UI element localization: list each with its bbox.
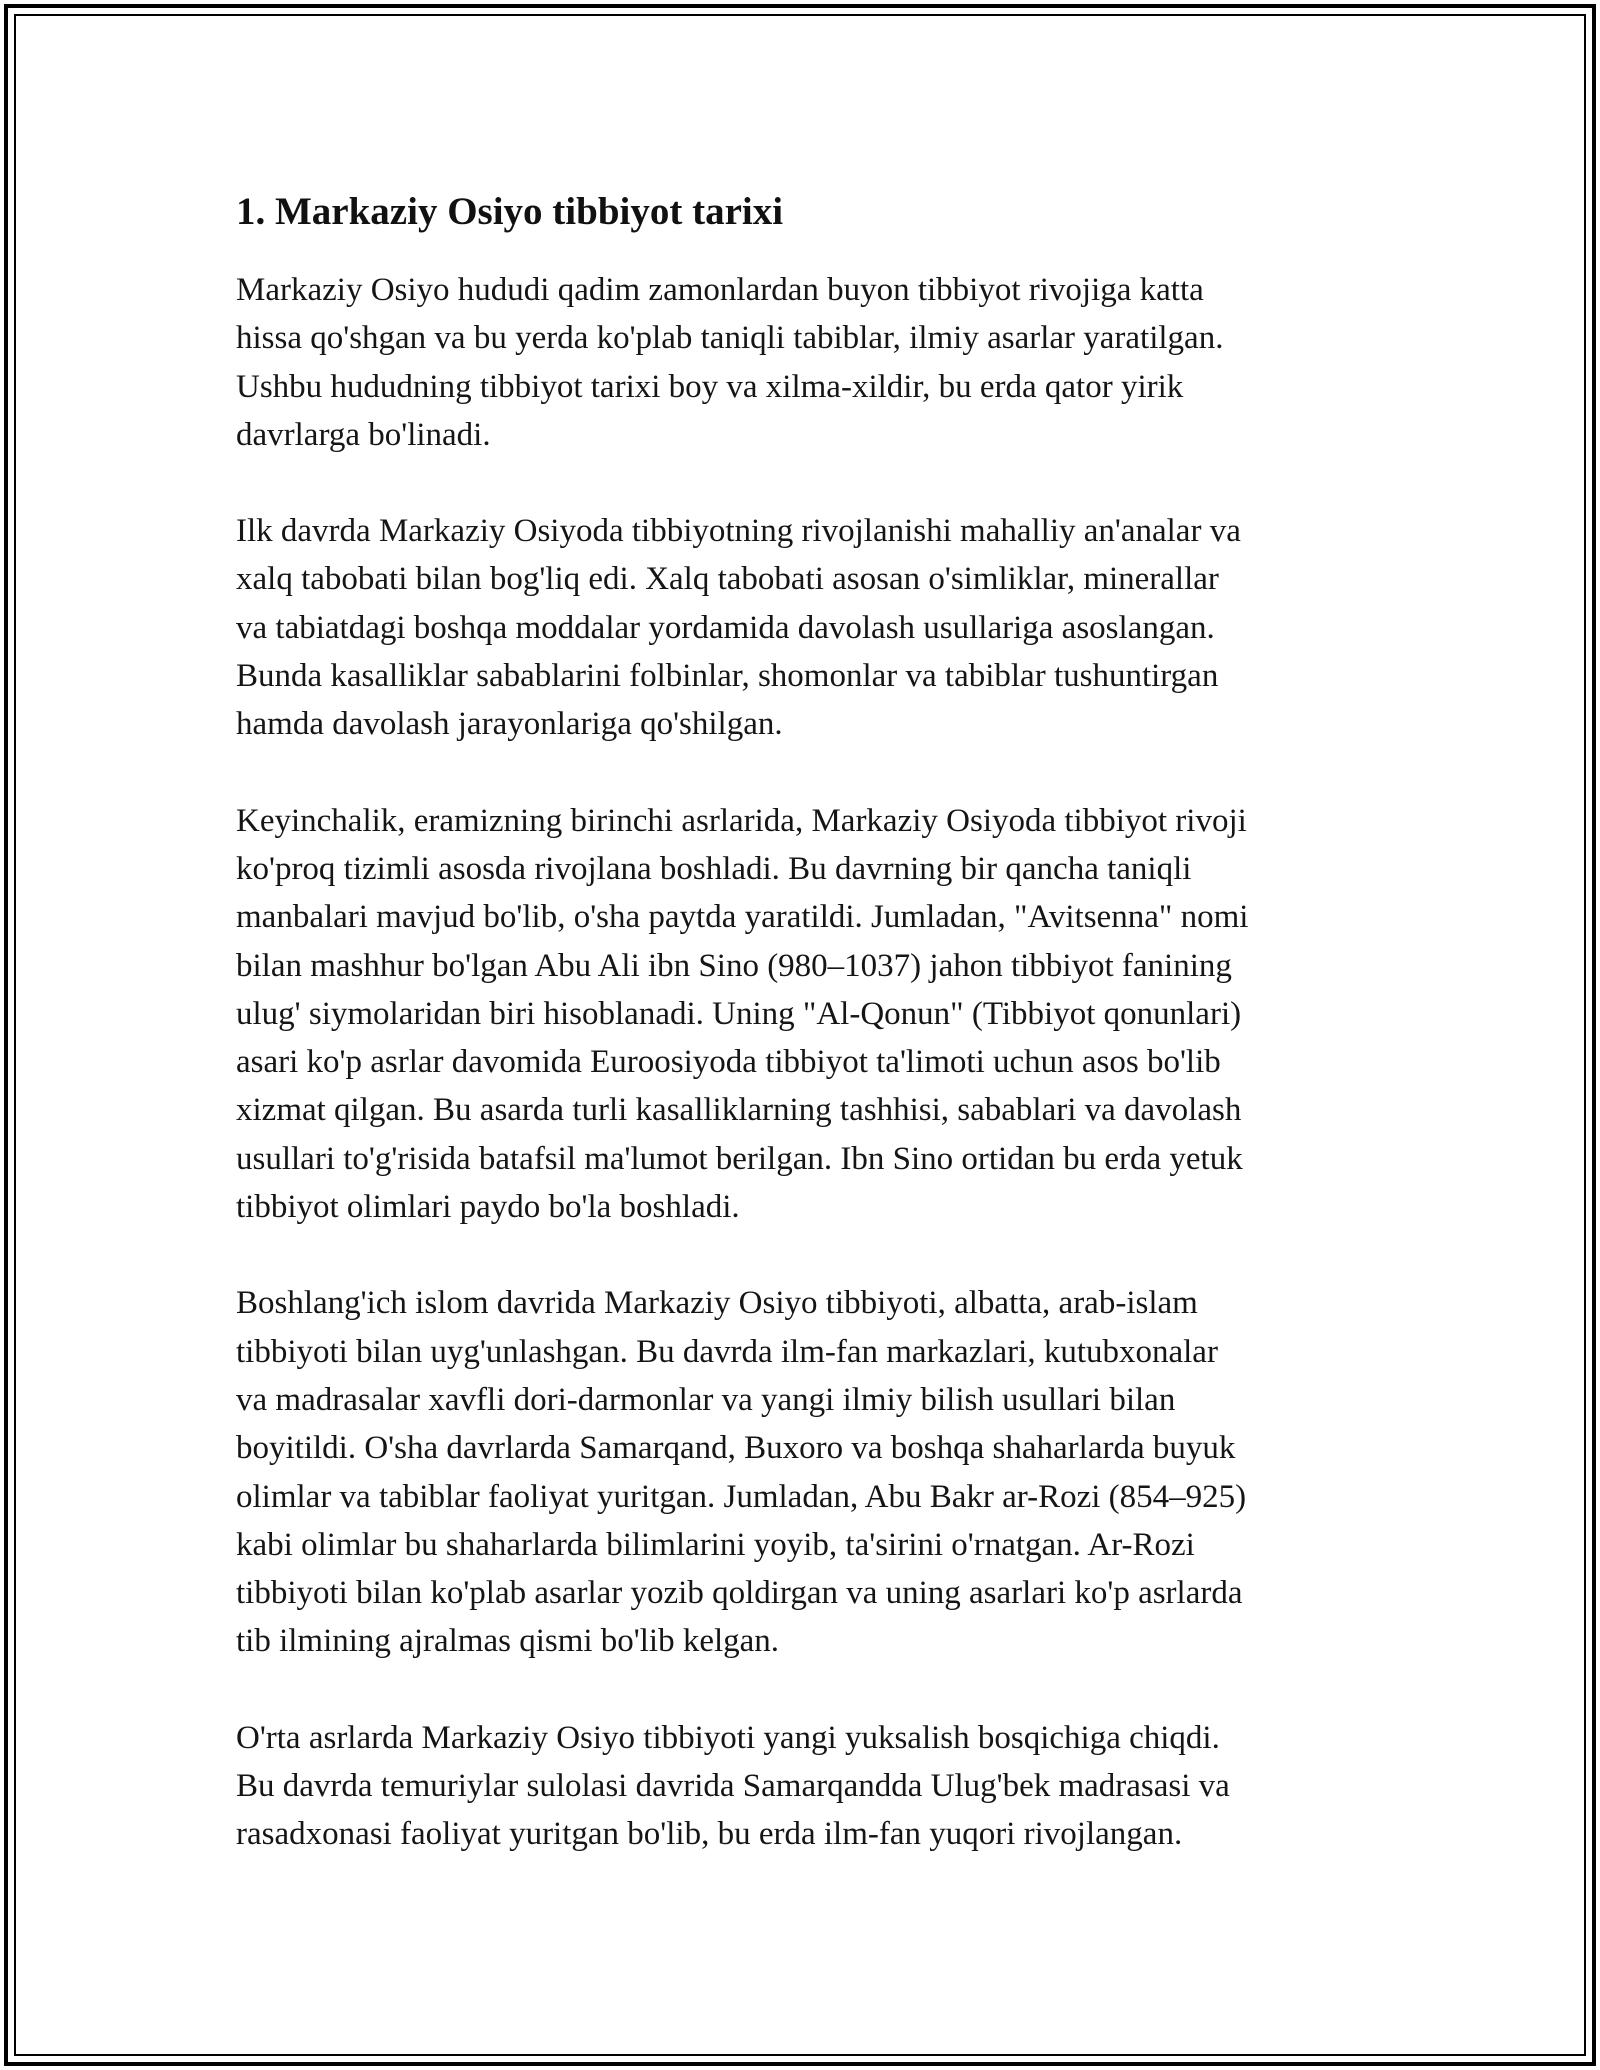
text-line: davrlarga bo'linadi.	[236, 416, 491, 453]
text-line: usullari to'g'risida batafsil ma'lumot berilgan. Ibn Sino ortidan bu erda yetuk	[236, 1140, 1243, 1177]
text-line: xalq tabobati bilan bog'liq edi. Xalq tabobati asosan o'simliklar, minerallar	[236, 561, 1219, 598]
paragraph-5	[236, 1714, 1386, 1859]
text-line: hissa qo'shgan va bu yerda ko'plab taniqli tabiblar, ilmiy asarlar yaratilgan.	[236, 320, 1224, 357]
text-line: Bu davrda temuriylar sulolasi davrida Samarqandda Ulug'bek madrasasi va	[236, 1768, 1230, 1805]
text-line: bilan mashhur bo'lgan Abu Ali ibn Sino (980–1037) jahon tibbiyot fanining	[236, 947, 1232, 984]
paragraph-4	[236, 1279, 1386, 1665]
paragraph-3	[236, 797, 1386, 1232]
text-line: va tabiatdagi boshqa moddalar yordamida davolash usullariga asoslangan.	[236, 609, 1215, 646]
text-line: tib ilmining ajralmas qismi bo'lib kelgan.	[236, 1623, 780, 1660]
document-body	[236, 186, 1386, 1907]
text-line: hamda davolash jarayonlariga qo'shilgan.	[236, 706, 783, 743]
text-line: olimlar va tabiblar faoliyat yuritgan. Jumladan, Abu Bakr ar-Rozi (854–925)	[236, 1478, 1247, 1515]
text-line: va madrasalar xavfli dori-darmonlar va yangi ilmiy bilish usullari bilan	[236, 1381, 1176, 1418]
paragraph-2	[236, 507, 1386, 748]
text-line: Bunda kasalliklar sabablarini folbinlar, shomonlar va tabiblar tushuntirgan	[236, 658, 1219, 695]
text-line: Boshlang'ich islom davrida Markaziy Osiyo tibbiyoti, albatta, arab-islam	[236, 1285, 1198, 1322]
text-line: manbalari mavjud bo'lib, o'sha paytda yaratildi. Jumladan, "Avitsenna" nomi	[236, 899, 1249, 936]
text-line: tibbiyoti bilan uyg'unlashgan. Bu davrda ilm-fan markazlari, kutubxonalar	[236, 1333, 1218, 1370]
text-line: O'rta asrlarda Markaziy Osiyo tibbiyoti yangi yuksalish bosqichiga chiqdi.	[236, 1719, 1220, 1756]
text-line: Ilk davrda Markaziy Osiyoda tibbiyotning rivojlanishi mahalliy an'analar va	[236, 513, 1241, 550]
text-line: Ushbu hududning tibbiyot tarixi boy va xilma-xildir, bu erda qator yirik	[236, 368, 1184, 405]
text-line: ko'proq tizimli asosda rivojlana boshladi. Bu davrning bir qancha taniqli	[236, 850, 1192, 887]
text-line: asari ko'p asrlar davomida Euroosiyoda tibbiyot ta'limoti uchun asos bo'lib	[236, 1044, 1221, 1081]
paragraph-1	[236, 266, 1386, 459]
section-heading: 1. Markaziy Osiyo tibbiyot tarixi	[236, 190, 784, 233]
text-line: ulug' siymolaridan biri hisoblanadi. Uning "Al-Qonun" (Tibbiyot qonunlari)	[236, 995, 1242, 1032]
text-line: Keyinchalik, eramizning birinchi asrlarida, Markaziy Osiyoda tibbiyot rivoji	[236, 802, 1247, 839]
text-line: rasadxonasi faoliyat yuritgan bo'lib, bu erda ilm-fan yuqori rivojlangan.	[236, 1816, 1183, 1853]
text-line: Markaziy Osiyo hududi qadim zamonlardan buyon tibbiyot rivojiga katta	[236, 272, 1204, 308]
text-line: boyitildi. O'sha davrlarda Samarqand, Buxoro va boshqa shaharlarda buyuk	[236, 1430, 1236, 1467]
text-line: tibbiyoti bilan ko'plab asarlar yozib qoldirgan va uning asarlari ko'p asrlarda	[236, 1575, 1243, 1612]
text-line: kabi olimlar bu shaharlarda bilimlarini yoyib, ta'sirini o'rnatgan. Ar-Rozi	[236, 1526, 1195, 1563]
text-line: tibbiyot olimlari paydo bo'la boshladi.	[236, 1189, 740, 1226]
text-line: xizmat qilgan. Bu asarda turli kasalliklarning tashhisi, sabablari va davolash	[236, 1092, 1242, 1129]
